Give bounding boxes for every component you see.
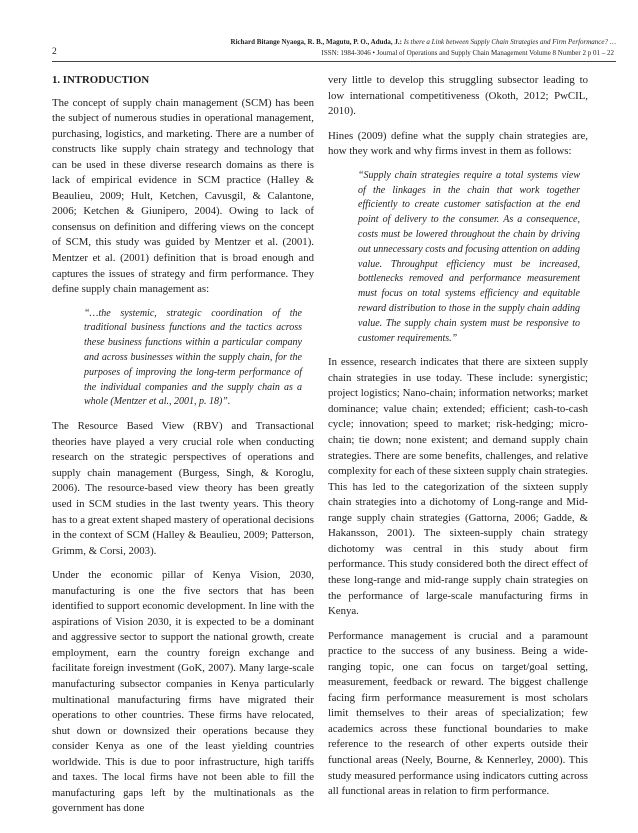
block-quote: “Supply chain strategies require a total systems view of the linkages in the chain that work together efficiently to create customer satisfaction at the end point of delivery to the consumer. As a consequence, costs must be lowered throughout the chain by driving out unnecessary costs and focusing attention on adding value. Throughput efficiency must be increased, bottlenecks removed and performance measurement must focus on total systems efficiency and equitable reward distribution to those in the supply chain adding value. The supply chain system must be responsive to customer requirements.” bbox=[358, 169, 580, 344]
header-paper-title: Is there a Link between Supply Chain Strategies and Firm Performance? … bbox=[403, 38, 616, 46]
paragraph: Performance management is crucial and a paramount practice to the success of any business. Being a wide-ranging topic, one can focus on target/goal setting, measurement, feedback or reward. The biggest challenge facing firm performance measurement is most scholars limit themselves to their areas of specialization; few academics across these functional boundaries to make reference to the research of other experts outside their functional areas (Neely, Bourne, & Kennerley, 2000). This study measured performance using indicators cutting across all functional areas in relation to firm performance. bbox=[328, 629, 588, 798]
paragraph: Under the economic pillar of Kenya Vision, 2030, manufacturing is one the five sectors that has been identified to support economic development. In line with the aspirations of Vision 2030, it is expected to be a dominant and aggressive sector to support the national growth, create employment, earn the country foreign exchange and facilitate foreign investment (GoK, 2007). Many large-scale manufacturing subsector companies in Kenya particularly multinational manufacturing firms have migrated their operations to other countries. These firms have relocated, shut down or downsized their operations because they consider Kenya as one of the least yielding countries worldwide. This is due to poor infrastructure, high tariffs and taxes. The local firms have not been able to fill the manufacturing gaps left by the multinationals as the government has done bbox=[52, 569, 314, 815]
header-citation bbox=[80, 38, 616, 47]
paragraph: very little to develop this struggling subsector leading to low international competitiveness (Okoth, 2012; PwCIL, 2010). bbox=[328, 74, 588, 118]
paragraph: The Resource Based View (RBV) and Transactional theories have played a very crucial role when conducting research on the strategic perspectives of operations and supply chain management (Burgess, Singh, & Koroglu, 2006). The resource-based view theory has been greatly used in SCM studies in the last twenty years. This theory has to a great extent shaped mastery of operational decisions in the context of SCM (Halley & Beaulieu, 2009; Patterson, Grimm, & Corsi, 2003). bbox=[52, 420, 314, 557]
running-header bbox=[0, 0, 638, 60]
paragraph: Hines (2009) define what the supply chain strategies are, how they work and why firms invest in them as follows: bbox=[328, 129, 588, 158]
right-column bbox=[328, 73, 588, 809]
header-rule bbox=[52, 61, 616, 62]
left-column bbox=[52, 73, 314, 826]
section-heading: 1. INTRODUCTION bbox=[52, 74, 150, 86]
header-authors: Richard Bitange Nyaoga, R. B., Magutu, P. O., Aduda, J.: bbox=[230, 38, 402, 46]
paragraph: The concept of supply chain management (SCM) has been the subject of numerous studies in operational management, purchasing, logistics, and marketing. There are a number of constructs like supply chain strategy and technology that can be used in these diverse research domains as there is lack of empirical evidence in SCM practice (Halley & Beaulieu, 2009; Hult, Ketchen, Cavusgil, & Calantone, 2006; Ketchen & Giunipero, 2004). Owing to lack of consensus on definition and differing views on the concept of SCM, this study was guided by Mentzer et al. (2001). Mentzer et al. (2001) definition that is broad enough and captures the issues of strategy and firm performance. They define supply chain management as: bbox=[52, 96, 314, 296]
page-number: 2 bbox=[52, 47, 57, 57]
header-journal-info: ISSN: 1984-3046 • Journal of Operations and Supply Chain Management Volume 8 Number 2 p 01 – 22 bbox=[321, 49, 614, 57]
block-quote: “…the systemic, strategic coordination of the traditional business functions and the tactics across these business functions within a particular company and across businesses within the supply chain, for the purposes of improving the long-term performance of the individual companies and the supply chain as a whole (Mentzer et al., 2001, p. 18)”. bbox=[84, 307, 302, 408]
paragraph: In essence, research indicates that there are sixteen supply chain strategies in use today. These include: synergistic; project logistics; Nano-chain; information networks; market dominance; value chain; extended; efficient; cash-to-cash cycle; innovation; speed to market; risk-hedging; micro-chain; tie down; none existent; and demand supply chain strategies. There are some benefits, challenges, and relative complexity for each of these sixteen supply chain strategies. This has led to the categorization of the sixteen supply chain strategies into a dichotomy of Long-range and Mid-range supply chain strategies (Gattorna, 2006; Gadde, & Hakansson, 2001). The sixteen-supply chain strategy dichotomy was central in this study about firm performance. This study considered both the direct effect of these long-range and mid-range supply chain strategies on the performance of large-scale manufacturing firms in Kenya. bbox=[328, 356, 588, 618]
